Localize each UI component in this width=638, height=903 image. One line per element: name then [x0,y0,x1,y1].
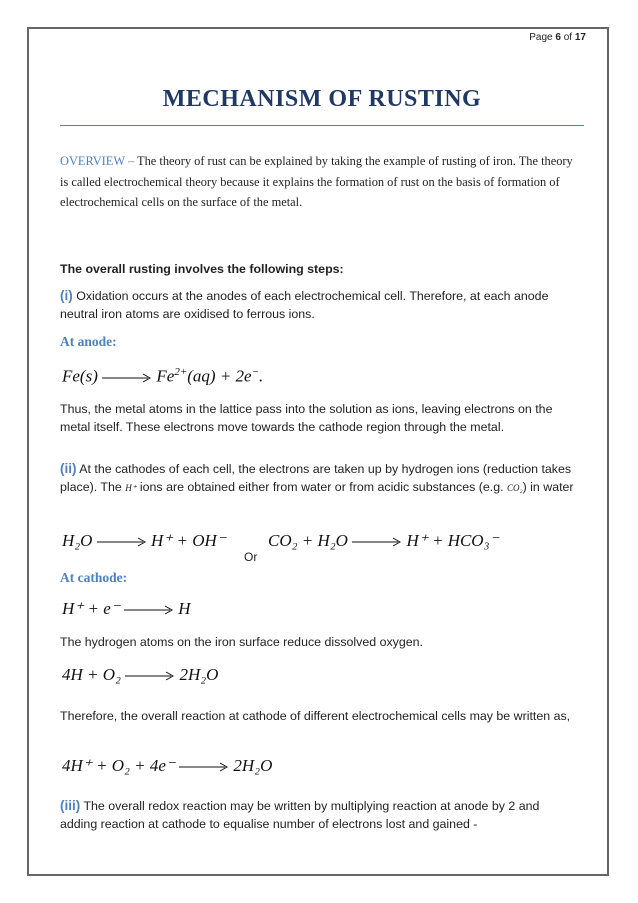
step-1-number: (i) [60,288,73,303]
hydrogen-paragraph: The hydrogen atoms on the iron surface reduce dissolved oxygen. [60,635,423,649]
overall-cathode-equation: 4H⁺ + O₂ + 4e⁻ 2H₂O [62,756,273,775]
overview-label: OVERVIEW – [60,154,135,168]
step-1-paragraph [60,287,580,323]
right-arrow-icon [124,605,174,615]
step-2-number: (ii) [60,461,77,476]
anode-heading: At anode: [60,334,117,349]
oxygen-equation: 4H + O₂ 2H₂O [62,665,219,684]
overview-text: The theory of rust can be explained by taking the example of rusting of iron. The theory is called electrochemical theory because it explains the formation of rust on the basis of formation of electrochemical cells on the surface of the metal. [60,154,573,209]
overview-paragraph [60,151,580,213]
therefore-paragraph: Therefore, the overall reaction at cathode of different electrochemical cells may be written as, [60,709,571,723]
page-title: MECHANISM OF RUSTING [162,86,482,112]
or-label: Or [244,550,258,564]
title-divider [60,125,584,126]
right-arrow-icon [352,537,402,547]
right-arrow-icon [97,537,147,547]
water-equation: H₂O H⁺ + OH⁻ [62,531,226,550]
right-arrow-icon [179,762,229,772]
thus-paragraph: Thus, the metal atoms in the lattice pass into the solution as ions, leaving electrons on the metal itself. These electrons move towards the cathode region through the metal. [60,402,553,434]
step-3-number: (iii) [60,798,81,813]
page-number: Page 6 of 17 [529,32,586,43]
steps-intro: The overall rusting involves the following steps: [60,262,344,276]
step-1-text: Oxidation occurs at the anodes of each electrochemical cell. Therefore, at each anode neutral iron atoms are oxidised to ferrous ions. [60,289,549,321]
right-arrow-icon [125,671,175,681]
cathode-heading: At cathode: [60,570,128,585]
step-3-paragraph: (iii) The overall redox reaction may be written by multiplying reaction at anode by 2 and adding reaction at cathode to equalise number of electrons lost and gained - [60,798,540,831]
anode-equation: Fe(s) $Fe^{2+}(aq) + 2e^-$. [62,366,264,386]
right-arrow-icon [102,373,152,383]
cathode-equation: H⁺ + e⁻ H [62,599,191,618]
step-2-paragraph: (ii) At the cathodes of each cell, the electrons are taken up by hydrogen ions (reduction takes place). The H⁺ ions are obtained either from water or from acidic substances (e.g. CO₂) in water [60,461,574,494]
acid-equation: CO₂ + H₂O H⁺ + HCO₃⁻ [268,531,499,550]
